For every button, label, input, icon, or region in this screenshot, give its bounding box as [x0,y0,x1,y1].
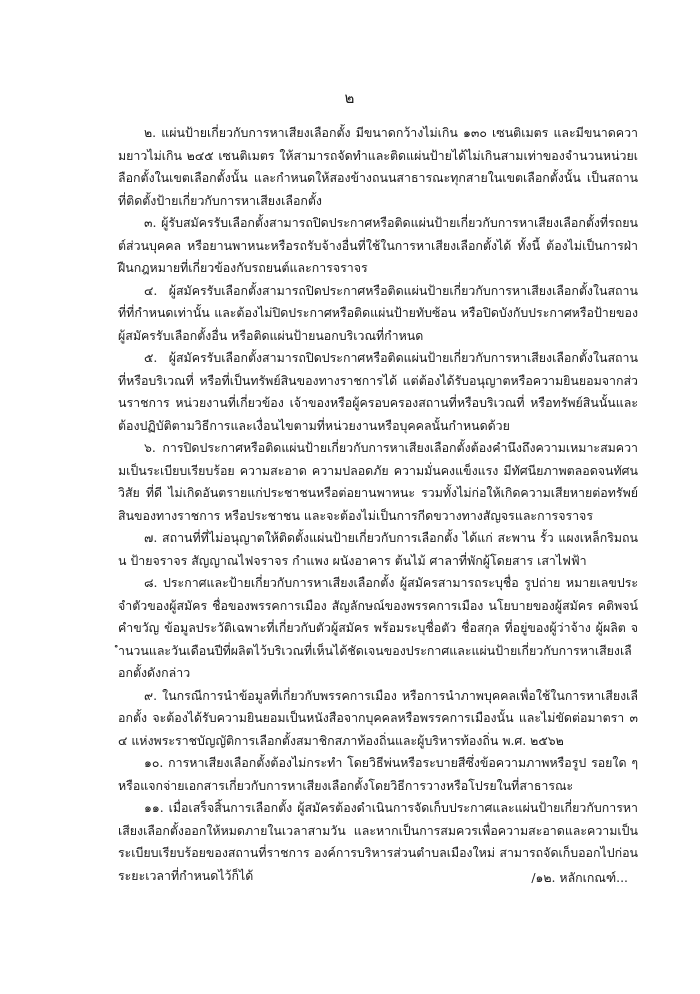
clause-8: ๘. ประกาศและป้ายเกี่ยวกับการหาเสียงเลือกตั้ง ผู้สมัครสามารถระบุชื่อ รูปถ่าย หมายเลขประจำตัวของผู้สมัคร ชื่อของพรรคการเมือง สัญลักษณ์ของพรรคการเมือง นโยบายของผู้สมัคร คติพจน์คำขวัญ ข้อมูลประวัติเฉพาะที่เกี่ยวกับตัวผู้สมัคร พร้อมระบุชื่อตัว ชื่อสกุล ที่อยู่ของผู้ว่าจ้าง ผู้ผลิต จำนวนและวันเดือนปีที่ผลิตไว้บริเวณที่เห็นได้ชัดเจนของประกาศและแผ่นป้ายเกี่ยวกับการหาเสียงเลือกตั้งดังกล่าว [118,575,638,680]
clause-9: ๙. ในกรณีการนำข้อมูลที่เกี่ยวกับพรรคการเมือง หรือการนำภาพบุคคลเพื่อใช้ในการหาเสียงเลือกตั้ง จะต้องได้รับความยินยอมเป็นหนังสือจากบุคคลหรือพรรคการเมืองนั้น และไม่ขัดต่อมาตรา ๓๔ แห่งพระราชบัญญัติการเลือกตั้งสมาชิกสภาท้องถิ่นและผู้บริหารท้องถิ่น พ.ศ. ๒๕๖๒ [118,687,638,748]
page-number: ๒ [344,89,356,107]
clause-6: ๖. การปิดประกาศหรือติดแผ่นป้ายเกี่ยวกับการหาเสียงเลือกตั้งต้องคำนึงถึงความเหมาะสมความเป็นระเบียบเรียบร้อย ความสะอาด ความปลอดภัย ความมั่นคงแข็งแรง มีทัศนียภาพตลอดจนทัศนวิสัย ที่ดี ไม่เกิดอันตรายแก่ประชาชนหรือต่อยานพาหนะ รวมทั้งไม่ก่อให้เกิดความเสียหายต่อทรัพย์สินของทางราชการ หรือประชาชน และจะต้องไม่เป็นการกีดขวางทางสัญจรและการจราจร [118,440,638,523]
clause-2: ๒. แผ่นป้ายเกี่ยวกับการหาเสียงเลือกตั้ง มีขนาดกว้างไม่เกิน ๑๓๐ เซนติเมตร และมีขนาดความยาวไม่เกิน ๒๔๕ เซนติเมตร ให้สามารถจัดทำและติดแผ่นป้ายได้ไม่เกินสามเท่าของจำนวนหน่วยเลือกตั้งในเขตเลือกตั้งนั้น และกำหนดให้สองข้างถนนสาธารณะทุกสายในเขตเลือกตั้งนั้น เป็นสถานที่ติดตั้งป้ายเกี่ยวกับการหาเสียงเลือกตั้ง [118,125,638,208]
clause-10: ๑๐. การหาเสียงเลือกตั้งต้องไม่กระทำ โดยวิธีพ่นหรือระบายสีซึ่งข้อความภาพหรือรูป รอยใด ๆ หรือแจกจ่ายเอกสารเกี่ยวกับการหาเสียงเลือกตั้งโดยวิธีการวางหรือโปรยในที่สาธารณะ [118,755,638,793]
document-body [118,122,638,887]
continuation-note: /๑๒. หลักเกณฑ์... [531,870,628,885]
clause-7: ๗. สถานที่ที่ไม่อนุญาตให้ติดตั้งแผ่นป้ายเกี่ยวกับการเลือกตั้ง ได้แก่ สะพาน รั้ว แผงเหล็กริมถนน ป้ายจราจร สัญญาณไฟจราจร กำแพง ผนังอาคาร ต้นไม้ ศาลาที่พักผู้โดยสาร เสาไฟฟ้า [118,530,638,568]
clause-4: ๔. ผู้สมัครรับเลือกตั้งสามารถปิดประกาศหรือติดแผ่นป้ายเกี่ยวกับการหาเสียงเลือกตั้งในสถานที่ที่กำหนดเท่านั้น และต้องไม่ปิดประกาศหรือติดแผ่นป้ายทับซ้อน หรือปิดบังกับประกาศหรือป้ายของผู้สมัครรับเลือกตั้งอื่น หรือติดแผ่นป้ายนอกบริเวณที่กำหนด [118,282,638,343]
clause-11: ๑๑. เมื่อเสร็จสิ้นการเลือกตั้ง ผู้สมัครต้องดำเนินการจัดเก็บประกาศและแผ่นป้ายเกี่ยวกับการหาเสียงเลือกตั้งออกให้หมดภายในเวลาสามวัน และหากเป็นการสมควรเพื่อความสะอาดและความเป็นระเบียบเรียบร้อยของสถานที่ราชการ องค์การบริหารส่วนตำบลเมืองใหม่ สามารถจัดเก็บออกไปก่อนระยะเวลาที่กำหนดไว้ก็ได้ [118,800,638,883]
clause-3: ๓. ผู้รับสมัครรับเลือกตั้งสามารถปิดประกาศหรือติดแผ่นป้ายเกี่ยวกับการหาเสียงเลือกตั้งที่รถยนต์ส่วนบุคคล หรือยานพาหนะหรือรถรับจ้างอื่นที่ใช้ในการหาเสียงเลือกตั้งได้ ทั้งนี้ ต้องไม่เป็นการฝ่าฝืนกฎหมายที่เกี่ยวข้องกับรถยนต์และการจราจร [118,215,638,275]
clause-5: ๕. ผู้สมัครรับเลือกตั้งสามารถปิดประกาศหรือติดแผ่นป้ายเกี่ยวกับการหาเสียงเลือกตั้งในสถานที่หรือบริเวณที่ หรือที่เป็นทรัพย์สินของทางราชการได้ แต่ต้องได้รับอนุญาตหรือความยินยอมจากส่วนราชการ หน่วยงานที่เกี่ยวข้อง เจ้าของหรือผู้ครอบครองสถานที่หรือบริเวณที่ หรือทรัพย์สินนั้นและต้องปฏิบัติตามวิธีการและเงื่อนไขตามที่หน่วยงานหรือบุคคลนั้นกำหนดด้วย [118,350,638,433]
